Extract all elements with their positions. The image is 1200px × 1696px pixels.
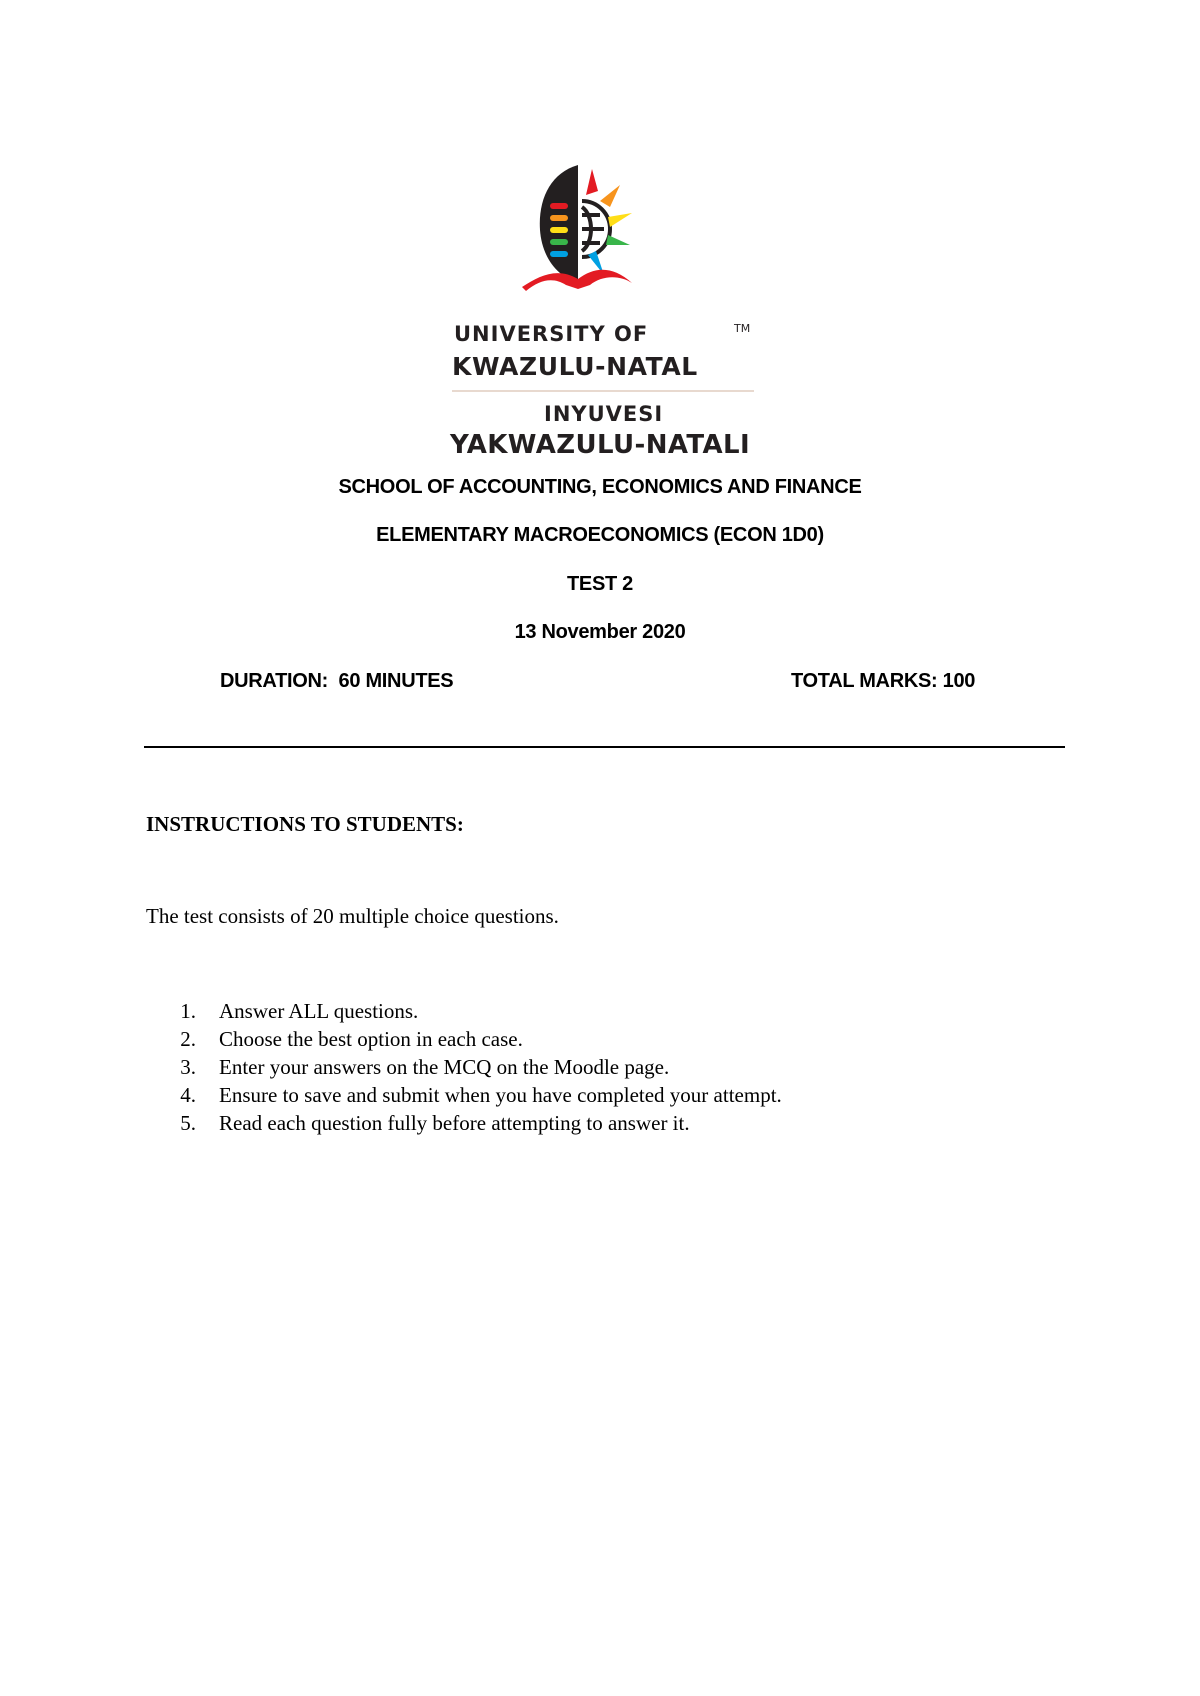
list-item-text: Read each question fully before attempting to answer it.: [219, 1111, 690, 1135]
ray-yellow: [608, 213, 632, 227]
color-bar-red: [550, 203, 568, 209]
list-item-number: 2.: [180, 1027, 196, 1051]
course-title: ELEMENTARY MACROECONOMICS (ECON 1D0): [376, 524, 824, 546]
list-item-text: Enter your answers on the MCQ on the Moodle page.: [219, 1055, 670, 1079]
list-item-number: 3.: [180, 1055, 196, 1079]
total-marks-label: TOTAL MARKS: 100: [791, 670, 976, 692]
color-bar-orange: [550, 215, 568, 221]
university-name-line2: KWAZULU-NATAL: [452, 352, 698, 381]
test-title: TEST 2: [567, 573, 633, 595]
list-item: [146, 997, 419, 1025]
list-item-text: Choose the best option in each case.: [219, 1027, 523, 1051]
list-item-text: Ensure to save and submit when you have completed your attempt.: [219, 1083, 782, 1107]
list-item-number: 1.: [180, 999, 196, 1023]
school-name: SCHOOL OF ACCOUNTING, ECONOMICS AND FINANCE: [338, 476, 862, 498]
horizontal-divider: [144, 746, 1065, 748]
instructions-intro: The test consists of 20 multiple choice questions.: [146, 904, 559, 928]
ray-red: [586, 169, 598, 195]
list-item: [146, 1053, 670, 1081]
color-bar-green: [550, 239, 568, 245]
ray-orange: [600, 185, 620, 207]
university-name-line4: YAKWAZULU-NATALI: [450, 430, 751, 460]
university-name-line3: INYUVESI: [544, 402, 664, 426]
university-name-line1: UNIVERSITY OF: [454, 322, 649, 346]
wordmark-divider: [452, 390, 754, 392]
duration-label: DURATION: 60 MINUTES: [220, 670, 454, 692]
list-item-number: 5.: [180, 1111, 196, 1135]
list-item: [146, 1081, 782, 1109]
list-item-text: Answer ALL questions.: [219, 999, 419, 1023]
color-bar-yellow: [550, 227, 568, 233]
trademark-symbol: TM: [734, 322, 751, 335]
ray-green: [606, 235, 630, 245]
list-item-number: 4.: [180, 1083, 196, 1107]
instructions-heading: INSTRUCTIONS TO STUDENTS:: [146, 812, 464, 836]
shield-shape: [540, 165, 578, 283]
color-bar-blue: [550, 251, 568, 257]
university-logo-emblem: [520, 155, 680, 315]
test-date: 13 November 2020: [514, 621, 686, 643]
list-item: [146, 1109, 690, 1137]
instructions-list: [146, 997, 782, 1137]
list-item: [146, 1025, 523, 1053]
globe-icon: [582, 201, 610, 257]
